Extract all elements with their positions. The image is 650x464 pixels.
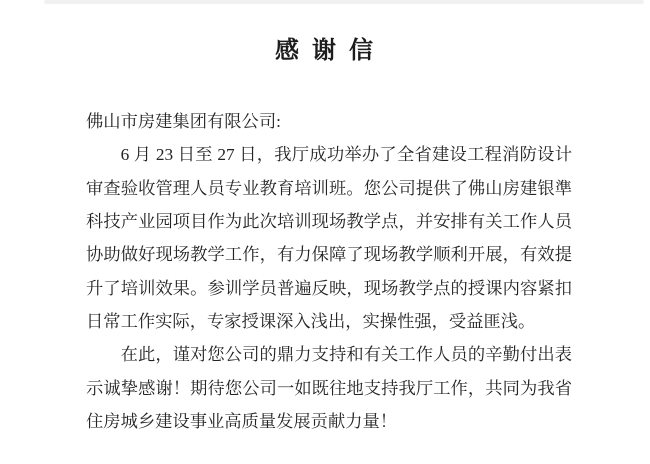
page-top-edge — [44, 0, 644, 4]
letter-body — [86, 105, 572, 438]
body-line: 协助做好现场教学工作，有力保障了现场教学顺利开展，有效提 — [86, 245, 572, 265]
body-line: 科技产业园项目作为此次培训现场教学点，并安排有关工作人员 — [86, 212, 572, 232]
letter-title: 感 谢 信 — [275, 38, 375, 64]
recipient-line: 佛山市房建集团有限公司: — [86, 112, 281, 131]
body-line: 住房城乡建设事业高质量发展贡献力量！ — [86, 412, 398, 432]
body-line: 日常工作实际，专家授课深入浅出，实操性强，受益匪浅。 — [86, 312, 536, 332]
body-line: 升了培训效果。参训学员普遍反映，现场教学点的授课内容紧扣 — [86, 278, 572, 298]
body-line: 审查验收管理人员专业教育培训班。您公司提供了佛山房建银準 — [86, 178, 572, 198]
body-line: 示诚挚感谢！期待您公司一如既往地支持我厅工作，共同为我省 — [86, 378, 572, 398]
body-line: 在此，谨对您公司的鼎力支持和有关工作人员的辛勤付出表 — [120, 345, 572, 365]
body-line: 6 月 23 日至 27 日，我厅成功举办了全省建设工程消防设计 — [120, 145, 572, 165]
